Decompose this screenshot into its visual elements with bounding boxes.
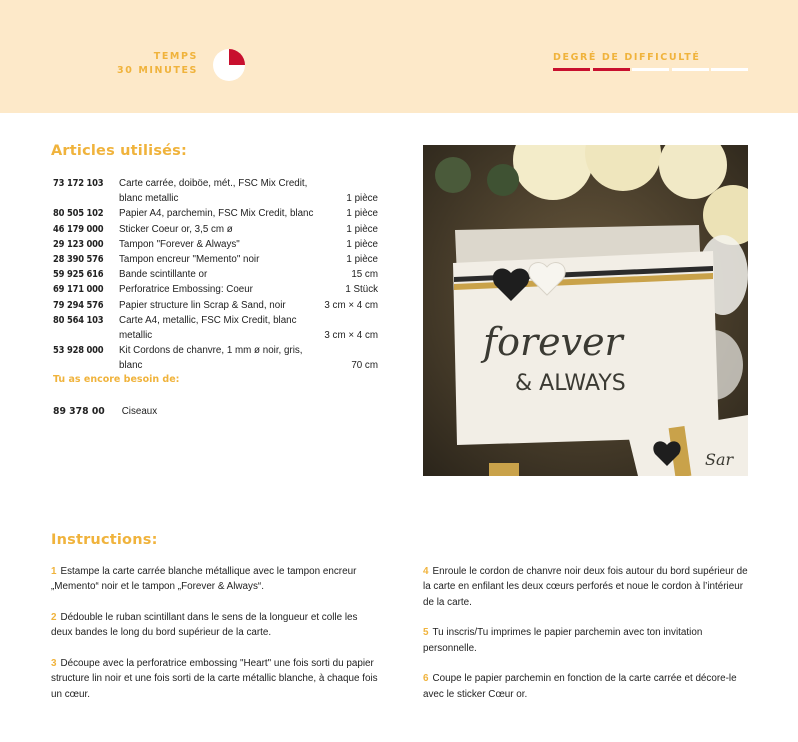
step-text: Estampe la carte carrée blanche métallique avec le tampon encreur „Memento“ noir et le tampon „Forever & Always“. xyxy=(51,566,357,593)
instructions-left-column xyxy=(51,564,381,718)
article-desc: Papier structure lin Scrap & Sand, noir xyxy=(119,299,286,311)
instruction-step xyxy=(423,671,753,702)
article-desc: Bande scintillante or xyxy=(119,269,208,281)
instruction-step xyxy=(423,625,753,656)
article-qty: 1 Stück xyxy=(345,284,378,296)
article-desc: Carte A4, metallic, FSC Mix Credit, blanc metallic xyxy=(119,314,297,342)
article-desc: Tampon "Forever & Always" xyxy=(119,238,240,250)
article-qty: 3 cm × 4 cm xyxy=(324,299,378,311)
step-number: 3 xyxy=(51,658,57,670)
article-desc: Ciseaux xyxy=(121,406,158,417)
difficulty-label: DEGRÉ DE DIFFICULTÉ xyxy=(553,52,701,63)
time-value: 30 MINUTES xyxy=(117,65,198,76)
also-needed-row xyxy=(53,404,157,419)
instructions-title: Instructions: xyxy=(51,532,158,548)
time-block xyxy=(100,50,198,78)
article-qty: 15 cm xyxy=(351,269,378,281)
articles-title: Articles utilisés: xyxy=(51,143,188,159)
step-number: 6 xyxy=(423,673,429,685)
step-text: Enroule le cordon de chanvre noir deux fois autour du bord supérieur de la carte en enfilant les deux cœurs perforés et noue le cordon à l’intérieur de la carte. xyxy=(423,566,748,608)
article-desc: Tampon encreur "Memento" noir xyxy=(119,254,260,266)
header-band xyxy=(0,0,798,113)
article-qty: 1 pièce xyxy=(346,193,378,205)
article-row xyxy=(53,282,378,297)
article-qty: 1 pièce xyxy=(346,254,378,266)
also-needed-title: Tu as encore besoin de: xyxy=(53,374,180,385)
time-label: TEMPS xyxy=(153,51,198,62)
article-code: 69 171 000 xyxy=(53,284,104,296)
article-code: 80 564 103 xyxy=(53,314,104,326)
article-code: 28 390 576 xyxy=(53,254,104,266)
clock-icon xyxy=(212,48,246,82)
step-number: 5 xyxy=(423,627,429,639)
article-row xyxy=(53,206,378,221)
step-text: Tu inscris/Tu imprimes le papier parchemin avec ton invitation personnelle. xyxy=(423,627,703,654)
step-text: Coupe le papier parchemin en fonction de la carte carrée et décore-le avec le sticker Cœur or. xyxy=(423,673,737,700)
article-row xyxy=(53,237,378,252)
tag-text: Sar xyxy=(705,450,734,469)
article-code: 53 928 000 xyxy=(53,345,104,357)
step-text: Découpe avec la perforatrice embossing "Heart" une fois sorti du papier structure lin noir et une fois sorti de la carte métallic blanche, à chaque fois un cœur. xyxy=(51,658,378,700)
card-text-forever: forever xyxy=(483,320,623,364)
article-code: 80 505 102 xyxy=(53,208,104,220)
step-number: 1 xyxy=(51,566,57,577)
article-desc: Carte carrée, doiböe, mét., FSC Mix Credit, blanc metallic xyxy=(119,178,308,205)
instruction-step xyxy=(51,656,381,702)
article-row xyxy=(53,343,378,373)
article-row xyxy=(53,222,378,237)
step-text: Dédouble le ruban scintillant dans le sens de la longueur et colle les deux bandes le long du bord supérieur de la carte. xyxy=(51,612,358,639)
step-number: 2 xyxy=(51,612,57,624)
article-row xyxy=(53,298,378,313)
article-row xyxy=(53,313,378,343)
article-code: 73 172 103 xyxy=(53,178,104,189)
instructions-right-column xyxy=(423,564,753,718)
article-desc: Perforatrice Embossing: Coeur xyxy=(119,284,253,296)
article-code: 59 925 616 xyxy=(53,269,104,281)
article-row xyxy=(53,176,378,206)
articles-table xyxy=(53,176,378,374)
article-row xyxy=(53,252,378,267)
instruction-step xyxy=(51,564,381,595)
difficulty-bar xyxy=(632,68,669,71)
clock-wedge xyxy=(229,49,245,65)
article-row xyxy=(53,267,378,282)
article-code: 46 179 000 xyxy=(53,223,104,235)
difficulty-block xyxy=(553,51,748,64)
card-text-always: & ALWAYS xyxy=(515,371,626,396)
article-code: 79 294 576 xyxy=(53,299,104,311)
article-qty: 3 cm × 4 cm xyxy=(324,330,378,342)
article-qty: 70 cm xyxy=(351,360,378,372)
difficulty-bar xyxy=(711,68,748,71)
article-qty: 1 pièce xyxy=(346,238,378,250)
article-qty: 1 pièce xyxy=(346,208,378,220)
step-number: 4 xyxy=(423,566,429,577)
article-desc: Papier A4, parchemin, FSC Mix Credit, blanc xyxy=(119,208,314,220)
instruction-step xyxy=(51,610,381,641)
difficulty-bar xyxy=(672,68,709,71)
article-desc: Sticker Coeur or, 3,5 cm ø xyxy=(119,223,233,235)
card-photo-illustration xyxy=(423,145,748,476)
article-code: 89 378 00 xyxy=(53,406,105,417)
difficulty-bar xyxy=(593,68,630,71)
article-desc: Kit Cordons de chanvre, 1 mm ø noir, gris, blanc xyxy=(119,345,303,372)
instruction-step xyxy=(423,564,753,610)
product-photo xyxy=(423,145,748,476)
article-code: 29 123 000 xyxy=(53,238,104,250)
difficulty-bar xyxy=(553,68,590,71)
article-qty: 1 pièce xyxy=(346,223,378,235)
difficulty-bars xyxy=(553,68,748,71)
